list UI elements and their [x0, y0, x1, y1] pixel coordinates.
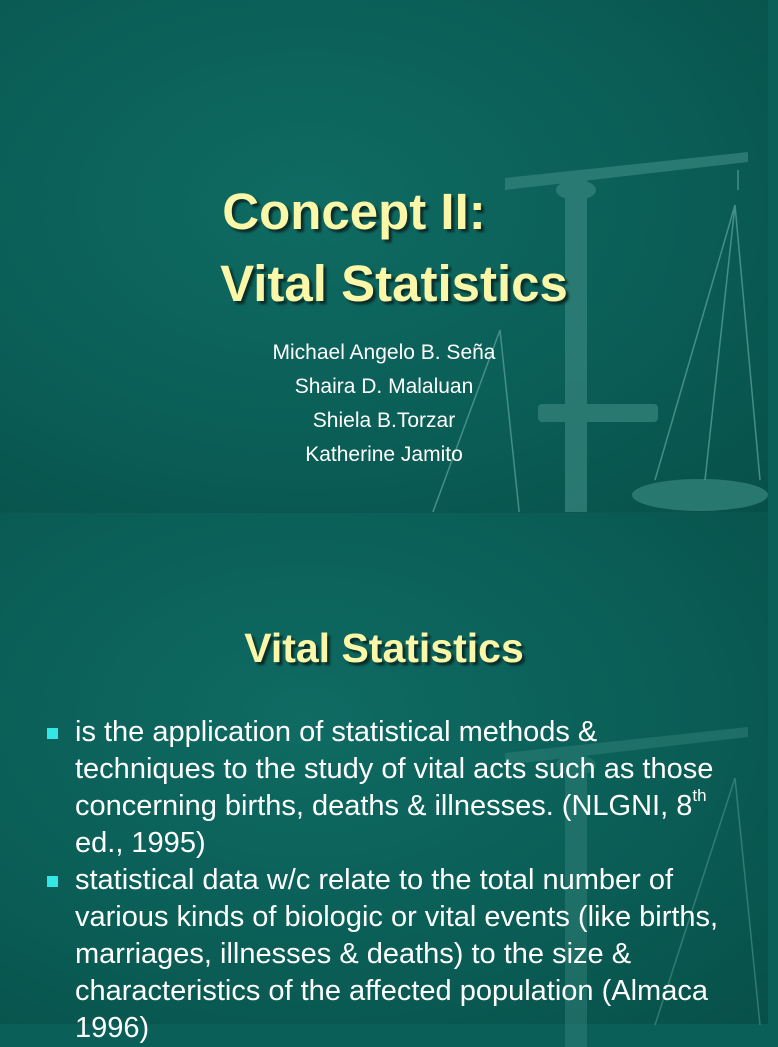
author-list	[0, 336, 768, 472]
bullet-text: statistical data w/c relate to the total number of various kinds of biologic or vital events (like births, marriages, illnesses & deaths) to the size & characteristics of the affected population (Almaca 1996)	[75, 864, 719, 1044]
bullet-item	[40, 714, 740, 862]
slide-title-line-1: Concept II:	[222, 183, 486, 240]
bullet-list	[40, 714, 740, 1047]
author-name: Katherine Jamito	[305, 443, 463, 466]
bullet-text-end: ed., 1995)	[75, 827, 206, 859]
bullet-text: is the application of statistical methods & techniques to the study of vital acts such as those concerning births, deaths & illnesses. (NLGNI, 8	[75, 716, 714, 822]
square-bullet-icon	[47, 728, 58, 739]
title-slide	[0, 0, 768, 512]
author-name: Michael Angelo B. Seña	[272, 341, 496, 364]
author-name: Shiela B.Torzar	[312, 409, 456, 432]
slide-heading: Vital Statistics	[244, 625, 524, 671]
author-name: Shaira D. Malaluan	[294, 375, 474, 398]
slide-title-line-2: Vital Statistics	[220, 255, 568, 312]
square-bullet-icon	[47, 876, 58, 887]
bullet-item	[40, 862, 740, 1047]
ordinal-suffix: th	[692, 786, 707, 806]
